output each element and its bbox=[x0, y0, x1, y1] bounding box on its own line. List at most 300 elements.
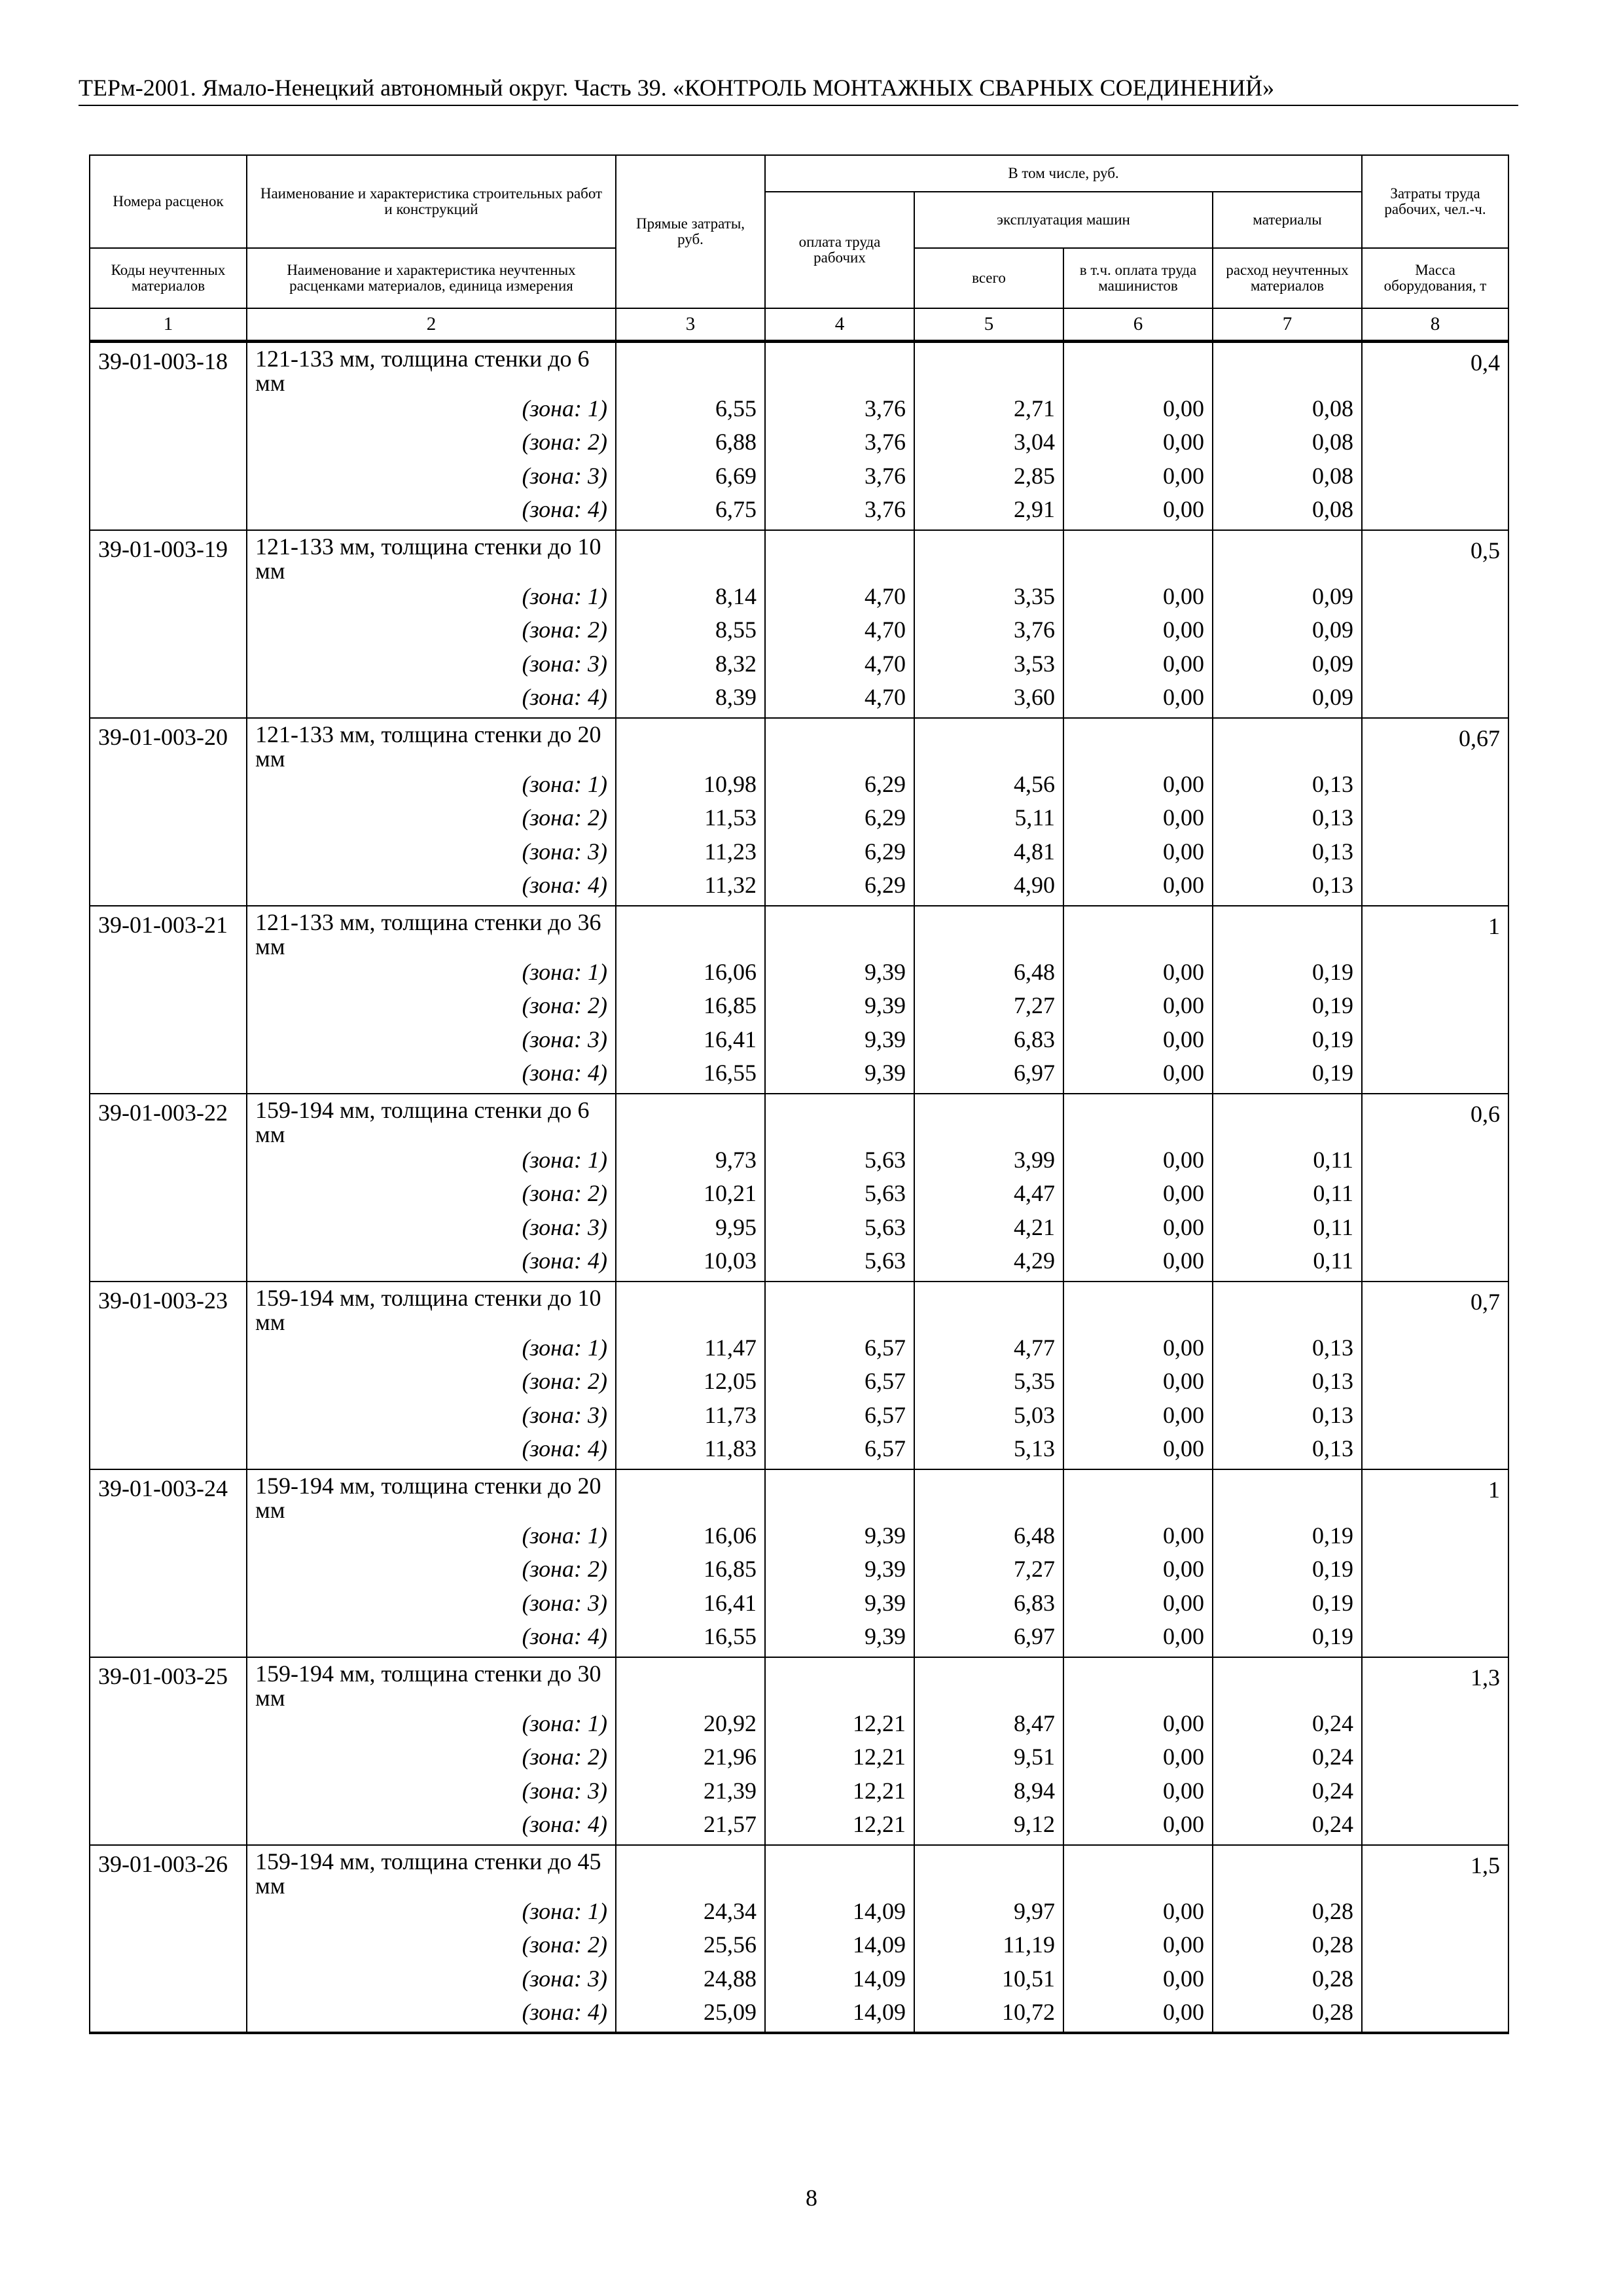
labor-pay-value: 6,29 bbox=[765, 872, 914, 906]
empty-cell bbox=[765, 341, 914, 395]
materials-value: 0,19 bbox=[1213, 1522, 1362, 1556]
machine-total-value: 3,60 bbox=[914, 684, 1063, 718]
empty-cell bbox=[90, 1060, 247, 1094]
empty-cell bbox=[1362, 1999, 1508, 2033]
labor-pay-value: 3,76 bbox=[765, 429, 914, 463]
zone-label: (зона: 4) bbox=[247, 1811, 616, 1845]
zone-label: (зона: 1) bbox=[247, 959, 616, 993]
direct-costs-value: 11,23 bbox=[616, 838, 765, 872]
zone-label: (зона: 3) bbox=[247, 1778, 616, 1812]
labor-costs-value: 0,7 bbox=[1362, 1282, 1508, 1335]
header-labor-costs: Затраты труда рабочих, чел.-ч. bbox=[1362, 155, 1508, 248]
zone-label: (зона: 1) bbox=[247, 395, 616, 429]
column-number: 8 bbox=[1362, 308, 1508, 341]
table-row bbox=[90, 1778, 1508, 1812]
empty-cell bbox=[1063, 1282, 1213, 1335]
header-material-codes: Коды неучтенных материалов bbox=[90, 248, 247, 308]
direct-costs-value: 12,05 bbox=[616, 1368, 765, 1402]
rate-code: 39-01-003-22 bbox=[90, 1094, 247, 1147]
labor-pay-value: 4,70 bbox=[765, 651, 914, 685]
work-description: 159-194 мм, толщина стенки до 30 мм bbox=[247, 1657, 616, 1710]
empty-cell bbox=[616, 1657, 765, 1710]
machine-operators-pay-value: 0,00 bbox=[1063, 1435, 1213, 1469]
direct-costs-value: 21,96 bbox=[616, 1744, 765, 1778]
direct-costs-value: 11,32 bbox=[616, 872, 765, 906]
materials-value: 0,13 bbox=[1213, 872, 1362, 906]
labor-pay-value: 4,70 bbox=[765, 583, 914, 617]
direct-costs-value: 16,06 bbox=[616, 959, 765, 993]
zone-label: (зона: 4) bbox=[247, 1999, 616, 2033]
machine-operators-pay-value: 0,00 bbox=[1063, 395, 1213, 429]
labor-pay-value: 4,70 bbox=[765, 684, 914, 718]
table-row bbox=[90, 771, 1508, 805]
direct-costs-value: 20,92 bbox=[616, 1710, 765, 1744]
materials-value: 0,13 bbox=[1213, 838, 1362, 872]
labor-pay-value: 12,21 bbox=[765, 1778, 914, 1812]
direct-costs-value: 6,69 bbox=[616, 463, 765, 497]
table-row bbox=[90, 395, 1508, 429]
machine-total-value: 3,53 bbox=[914, 651, 1063, 685]
machine-operators-pay-value: 0,00 bbox=[1063, 1402, 1213, 1436]
work-description: 121-133 мм, толщина стенки до 20 мм bbox=[247, 718, 616, 771]
empty-cell bbox=[1362, 1965, 1508, 2000]
empty-cell bbox=[1063, 718, 1213, 771]
materials-value: 0,19 bbox=[1213, 1556, 1362, 1590]
machine-operators-pay-value: 0,00 bbox=[1063, 1999, 1213, 2033]
table-row bbox=[90, 804, 1508, 838]
empty-cell bbox=[1063, 341, 1213, 395]
materials-value: 0,24 bbox=[1213, 1710, 1362, 1744]
table-row bbox=[90, 496, 1508, 530]
empty-cell bbox=[90, 1623, 247, 1657]
machine-operators-pay-value: 0,00 bbox=[1063, 1744, 1213, 1778]
zone-label: (зона: 2) bbox=[247, 1931, 616, 1965]
machine-total-value: 6,97 bbox=[914, 1623, 1063, 1657]
table-row bbox=[90, 530, 1508, 583]
empty-cell bbox=[90, 583, 247, 617]
empty-cell bbox=[765, 1845, 914, 1898]
labor-pay-value: 5,63 bbox=[765, 1214, 914, 1248]
labor-pay-value: 14,09 bbox=[765, 1965, 914, 2000]
labor-costs-value: 1,3 bbox=[1362, 1657, 1508, 1710]
empty-cell bbox=[90, 1778, 247, 1812]
empty-cell bbox=[1362, 463, 1508, 497]
machine-total-value: 7,27 bbox=[914, 1556, 1063, 1590]
empty-cell bbox=[90, 1402, 247, 1436]
empty-cell bbox=[1063, 1094, 1213, 1147]
empty-cell bbox=[1362, 1556, 1508, 1590]
materials-value: 0,19 bbox=[1213, 992, 1362, 1026]
machine-operators-pay-value: 0,00 bbox=[1063, 1335, 1213, 1369]
labor-costs-value: 1,5 bbox=[1362, 1845, 1508, 1898]
table-row bbox=[90, 992, 1508, 1026]
column-number: 7 bbox=[1213, 308, 1362, 341]
labor-pay-value: 9,39 bbox=[765, 1060, 914, 1094]
materials-value: 0,28 bbox=[1213, 1931, 1362, 1965]
empty-cell bbox=[90, 617, 247, 651]
direct-costs-value: 25,56 bbox=[616, 1931, 765, 1965]
machine-operators-pay-value: 0,00 bbox=[1063, 1710, 1213, 1744]
empty-cell bbox=[1213, 1094, 1362, 1147]
direct-costs-value: 16,55 bbox=[616, 1623, 765, 1657]
table-row bbox=[90, 1402, 1508, 1436]
empty-cell bbox=[90, 1898, 247, 1932]
machine-operators-pay-value: 0,00 bbox=[1063, 429, 1213, 463]
empty-cell bbox=[90, 959, 247, 993]
machine-total-value: 2,85 bbox=[914, 463, 1063, 497]
zone-label: (зона: 1) bbox=[247, 1710, 616, 1744]
machine-operators-pay-value: 0,00 bbox=[1063, 1180, 1213, 1214]
empty-cell bbox=[1362, 838, 1508, 872]
empty-cell bbox=[1213, 1657, 1362, 1710]
labor-pay-value: 5,63 bbox=[765, 1180, 914, 1214]
machine-total-value: 5,11 bbox=[914, 804, 1063, 838]
labor-pay-value: 12,21 bbox=[765, 1710, 914, 1744]
empty-cell bbox=[616, 341, 765, 395]
direct-costs-value: 6,88 bbox=[616, 429, 765, 463]
empty-cell bbox=[616, 1845, 765, 1898]
empty-cell bbox=[914, 1469, 1063, 1522]
machine-operators-pay-value: 0,00 bbox=[1063, 1965, 1213, 2000]
zone-label: (зона: 3) bbox=[247, 1590, 616, 1624]
empty-cell bbox=[1362, 684, 1508, 718]
empty-cell bbox=[1362, 496, 1508, 530]
table-row bbox=[90, 1060, 1508, 1094]
machine-operators-pay-value: 0,00 bbox=[1063, 1931, 1213, 1965]
labor-pay-value: 3,76 bbox=[765, 496, 914, 530]
empty-cell bbox=[90, 1710, 247, 1744]
labor-pay-value: 6,57 bbox=[765, 1435, 914, 1469]
empty-cell bbox=[765, 1469, 914, 1522]
zone-label: (зона: 1) bbox=[247, 1898, 616, 1932]
labor-pay-value: 3,76 bbox=[765, 463, 914, 497]
machine-total-value: 6,83 bbox=[914, 1590, 1063, 1624]
table-row bbox=[90, 1214, 1508, 1248]
header-including: В том числе, руб. bbox=[765, 155, 1362, 192]
column-number: 4 bbox=[765, 308, 914, 341]
labor-pay-value: 12,21 bbox=[765, 1744, 914, 1778]
empty-cell bbox=[90, 1931, 247, 1965]
materials-value: 0,19 bbox=[1213, 959, 1362, 993]
empty-cell bbox=[1362, 1590, 1508, 1624]
machine-operators-pay-value: 0,00 bbox=[1063, 959, 1213, 993]
empty-cell bbox=[90, 395, 247, 429]
labor-pay-value: 6,29 bbox=[765, 804, 914, 838]
machine-total-value: 5,13 bbox=[914, 1435, 1063, 1469]
labor-pay-value: 9,39 bbox=[765, 1623, 914, 1657]
zone-label: (зона: 2) bbox=[247, 617, 616, 651]
empty-cell bbox=[90, 651, 247, 685]
empty-cell bbox=[1362, 1147, 1508, 1181]
empty-cell bbox=[1362, 1060, 1508, 1094]
machine-operators-pay-value: 0,00 bbox=[1063, 463, 1213, 497]
machine-operators-pay-value: 0,00 bbox=[1063, 1026, 1213, 1060]
machine-total-value: 4,56 bbox=[914, 771, 1063, 805]
table-row bbox=[90, 1247, 1508, 1282]
header-rule bbox=[79, 105, 1518, 106]
empty-cell bbox=[1362, 1368, 1508, 1402]
empty-cell bbox=[1063, 530, 1213, 583]
work-description: 159-194 мм, толщина стенки до 20 мм bbox=[247, 1469, 616, 1522]
table-row bbox=[90, 1811, 1508, 1845]
machine-total-value: 9,97 bbox=[914, 1898, 1063, 1932]
zone-label: (зона: 2) bbox=[247, 1744, 616, 1778]
materials-value: 0,28 bbox=[1213, 1898, 1362, 1932]
empty-cell bbox=[914, 341, 1063, 395]
labor-costs-value: 1 bbox=[1362, 906, 1508, 959]
work-description: 121-133 мм, толщина стенки до 36 мм bbox=[247, 906, 616, 959]
table-row bbox=[90, 838, 1508, 872]
empty-cell bbox=[90, 1214, 247, 1248]
labor-pay-value: 12,21 bbox=[765, 1811, 914, 1845]
labor-pay-value: 9,39 bbox=[765, 1026, 914, 1060]
labor-pay-value: 14,09 bbox=[765, 1999, 914, 2033]
materials-value: 0,13 bbox=[1213, 804, 1362, 838]
empty-cell bbox=[90, 804, 247, 838]
labor-pay-value: 14,09 bbox=[765, 1898, 914, 1932]
labor-pay-value: 14,09 bbox=[765, 1931, 914, 1965]
direct-costs-value: 6,55 bbox=[616, 395, 765, 429]
table-row bbox=[90, 1965, 1508, 2000]
materials-value: 0,11 bbox=[1213, 1147, 1362, 1181]
direct-costs-value: 11,53 bbox=[616, 804, 765, 838]
labor-pay-value: 5,63 bbox=[765, 1247, 914, 1282]
empty-cell bbox=[1213, 906, 1362, 959]
machine-total-value: 4,29 bbox=[914, 1247, 1063, 1282]
header-machine-total: всего bbox=[914, 248, 1063, 308]
table-row bbox=[90, 1845, 1508, 1898]
labor-pay-value: 9,39 bbox=[765, 959, 914, 993]
empty-cell bbox=[914, 530, 1063, 583]
machine-total-value: 3,35 bbox=[914, 583, 1063, 617]
empty-cell bbox=[1063, 906, 1213, 959]
work-description: 121-133 мм, толщина стенки до 10 мм bbox=[247, 530, 616, 583]
column-number: 3 bbox=[616, 308, 765, 341]
table-row bbox=[90, 1282, 1508, 1335]
empty-cell bbox=[90, 838, 247, 872]
materials-value: 0,13 bbox=[1213, 1368, 1362, 1402]
empty-cell bbox=[1362, 1214, 1508, 1248]
machine-operators-pay-value: 0,00 bbox=[1063, 1898, 1213, 1932]
machine-total-value: 4,21 bbox=[914, 1214, 1063, 1248]
machine-operators-pay-value: 0,00 bbox=[1063, 1590, 1213, 1624]
empty-cell bbox=[765, 906, 914, 959]
labor-costs-value: 1 bbox=[1362, 1469, 1508, 1522]
materials-value: 0,24 bbox=[1213, 1778, 1362, 1812]
empty-cell bbox=[1362, 804, 1508, 838]
direct-costs-value: 21,39 bbox=[616, 1778, 765, 1812]
empty-cell bbox=[1063, 1845, 1213, 1898]
direct-costs-value: 6,75 bbox=[616, 496, 765, 530]
empty-cell bbox=[90, 1522, 247, 1556]
header-direct-costs: Прямые затраты, руб. bbox=[616, 155, 765, 308]
labor-pay-value: 6,57 bbox=[765, 1368, 914, 1402]
empty-cell bbox=[1213, 1469, 1362, 1522]
empty-cell bbox=[1362, 651, 1508, 685]
machine-operators-pay-value: 0,00 bbox=[1063, 1368, 1213, 1402]
empty-cell bbox=[1213, 718, 1362, 771]
machine-total-value: 9,12 bbox=[914, 1811, 1063, 1845]
materials-value: 0,24 bbox=[1213, 1811, 1362, 1845]
labor-costs-value: 0,67 bbox=[1362, 718, 1508, 771]
rate-code: 39-01-003-26 bbox=[90, 1845, 247, 1898]
zone-label: (зона: 2) bbox=[247, 992, 616, 1026]
column-number: 5 bbox=[914, 308, 1063, 341]
zone-label: (зона: 3) bbox=[247, 1214, 616, 1248]
empty-cell bbox=[1362, 771, 1508, 805]
empty-cell bbox=[765, 718, 914, 771]
table-body bbox=[90, 341, 1508, 2033]
empty-cell bbox=[90, 1435, 247, 1469]
empty-cell bbox=[616, 906, 765, 959]
machine-operators-pay-value: 0,00 bbox=[1063, 496, 1213, 530]
table-row bbox=[90, 1180, 1508, 1214]
materials-value: 0,24 bbox=[1213, 1744, 1362, 1778]
table-row bbox=[90, 1147, 1508, 1181]
rate-code: 39-01-003-24 bbox=[90, 1469, 247, 1522]
materials-value: 0,13 bbox=[1213, 1335, 1362, 1369]
direct-costs-value: 8,32 bbox=[616, 651, 765, 685]
header-rate-numbers: Номера расценок bbox=[90, 155, 247, 248]
header-equipment-mass: Масса оборудования, т bbox=[1362, 248, 1508, 308]
machine-operators-pay-value: 0,00 bbox=[1063, 771, 1213, 805]
empty-cell bbox=[90, 1999, 247, 2033]
table-row bbox=[90, 906, 1508, 959]
machine-total-value: 4,90 bbox=[914, 872, 1063, 906]
machine-total-value: 9,51 bbox=[914, 1744, 1063, 1778]
direct-costs-value: 8,55 bbox=[616, 617, 765, 651]
table-row bbox=[90, 1435, 1508, 1469]
direct-costs-value: 11,83 bbox=[616, 1435, 765, 1469]
materials-value: 0,19 bbox=[1213, 1060, 1362, 1094]
table-row bbox=[90, 341, 1508, 395]
empty-cell bbox=[90, 992, 247, 1026]
zone-label: (зона: 2) bbox=[247, 804, 616, 838]
empty-cell bbox=[90, 463, 247, 497]
table-row bbox=[90, 1710, 1508, 1744]
labor-pay-value: 6,29 bbox=[765, 838, 914, 872]
machine-total-value: 2,91 bbox=[914, 496, 1063, 530]
direct-costs-value: 16,41 bbox=[616, 1026, 765, 1060]
empty-cell bbox=[90, 1180, 247, 1214]
empty-cell bbox=[90, 1368, 247, 1402]
empty-cell bbox=[914, 1845, 1063, 1898]
zone-label: (зона: 1) bbox=[247, 1147, 616, 1181]
empty-cell bbox=[1362, 872, 1508, 906]
empty-cell bbox=[90, 496, 247, 530]
header-materials: материалы bbox=[1213, 192, 1362, 248]
labor-pay-value: 9,39 bbox=[765, 992, 914, 1026]
materials-value: 0,13 bbox=[1213, 1435, 1362, 1469]
rate-code: 39-01-003-20 bbox=[90, 718, 247, 771]
zone-label: (зона: 3) bbox=[247, 651, 616, 685]
materials-value: 0,09 bbox=[1213, 617, 1362, 651]
table-row bbox=[90, 1335, 1508, 1369]
machine-operators-pay-value: 0,00 bbox=[1063, 1147, 1213, 1181]
machine-operators-pay-value: 0,00 bbox=[1063, 1247, 1213, 1282]
empty-cell bbox=[1362, 1247, 1508, 1282]
materials-value: 0,11 bbox=[1213, 1180, 1362, 1214]
zone-label: (зона: 2) bbox=[247, 1556, 616, 1590]
machine-total-value: 2,71 bbox=[914, 395, 1063, 429]
column-number: 6 bbox=[1063, 308, 1213, 341]
empty-cell bbox=[1362, 959, 1508, 993]
empty-cell bbox=[1362, 1623, 1508, 1657]
empty-cell bbox=[1362, 395, 1508, 429]
machine-total-value: 3,04 bbox=[914, 429, 1063, 463]
empty-cell bbox=[616, 1282, 765, 1335]
materials-value: 0,09 bbox=[1213, 651, 1362, 685]
table-row bbox=[90, 1657, 1508, 1710]
direct-costs-value: 25,09 bbox=[616, 1999, 765, 2033]
empty-cell bbox=[1362, 1811, 1508, 1845]
machine-total-value: 6,48 bbox=[914, 959, 1063, 993]
materials-value: 0,09 bbox=[1213, 583, 1362, 617]
machine-total-value: 5,03 bbox=[914, 1402, 1063, 1436]
direct-costs-value: 10,98 bbox=[616, 771, 765, 805]
machine-operators-pay-value: 0,00 bbox=[1063, 1214, 1213, 1248]
table-row bbox=[90, 1556, 1508, 1590]
empty-cell bbox=[1362, 429, 1508, 463]
empty-cell bbox=[1213, 1845, 1362, 1898]
empty-cell bbox=[914, 718, 1063, 771]
empty-cell bbox=[1213, 1282, 1362, 1335]
empty-cell bbox=[90, 771, 247, 805]
work-description: 159-194 мм, толщина стенки до 10 мм bbox=[247, 1282, 616, 1335]
labor-costs-value: 0,5 bbox=[1362, 530, 1508, 583]
zone-label: (зона: 1) bbox=[247, 583, 616, 617]
empty-cell bbox=[90, 1590, 247, 1624]
zone-label: (зона: 4) bbox=[247, 496, 616, 530]
materials-value: 0,11 bbox=[1213, 1247, 1362, 1282]
empty-cell bbox=[914, 906, 1063, 959]
labor-pay-value: 9,39 bbox=[765, 1522, 914, 1556]
zone-label: (зона: 4) bbox=[247, 1060, 616, 1094]
empty-cell bbox=[1063, 1657, 1213, 1710]
zone-label: (зона: 2) bbox=[247, 1368, 616, 1402]
header-machine-operation: эксплуатация машин bbox=[914, 192, 1213, 248]
empty-cell bbox=[1362, 583, 1508, 617]
empty-cell bbox=[616, 1094, 765, 1147]
machine-operators-pay-value: 0,00 bbox=[1063, 1623, 1213, 1657]
machine-total-value: 6,97 bbox=[914, 1060, 1063, 1094]
machine-operators-pay-value: 0,00 bbox=[1063, 872, 1213, 906]
zone-label: (зона: 4) bbox=[247, 1435, 616, 1469]
machine-operators-pay-value: 0,00 bbox=[1063, 838, 1213, 872]
table-row bbox=[90, 1999, 1508, 2033]
page-header-title: ТЕРм-2001. Ямало-Ненецкий автономный округ. Часть 39. «КОНТРОЛЬ МОНТАЖНЫХ СВАРНЫХ СОЕДИНЕНИЙ» bbox=[79, 75, 1275, 101]
empty-cell bbox=[765, 1657, 914, 1710]
table-row bbox=[90, 1026, 1508, 1060]
zone-label: (зона: 3) bbox=[247, 463, 616, 497]
empty-cell bbox=[90, 872, 247, 906]
header-materials-unaccounted: расход неучтенных материалов bbox=[1213, 248, 1362, 308]
machine-operators-pay-value: 0,00 bbox=[1063, 1522, 1213, 1556]
zone-label: (зона: 1) bbox=[247, 771, 616, 805]
labor-pay-value: 9,39 bbox=[765, 1556, 914, 1590]
table-row bbox=[90, 1368, 1508, 1402]
zone-label: (зона: 3) bbox=[247, 1026, 616, 1060]
empty-cell bbox=[765, 1282, 914, 1335]
empty-cell bbox=[1362, 1180, 1508, 1214]
header-machine-operators-pay: в т.ч. оплата труда машинистов bbox=[1063, 248, 1213, 308]
table-row bbox=[90, 1522, 1508, 1556]
labor-pay-value: 9,39 bbox=[765, 1590, 914, 1624]
zone-label: (зона: 3) bbox=[247, 1402, 616, 1436]
empty-cell bbox=[1362, 1402, 1508, 1436]
zone-label: (зона: 3) bbox=[247, 1965, 616, 2000]
page-number: 8 bbox=[806, 2185, 817, 2211]
